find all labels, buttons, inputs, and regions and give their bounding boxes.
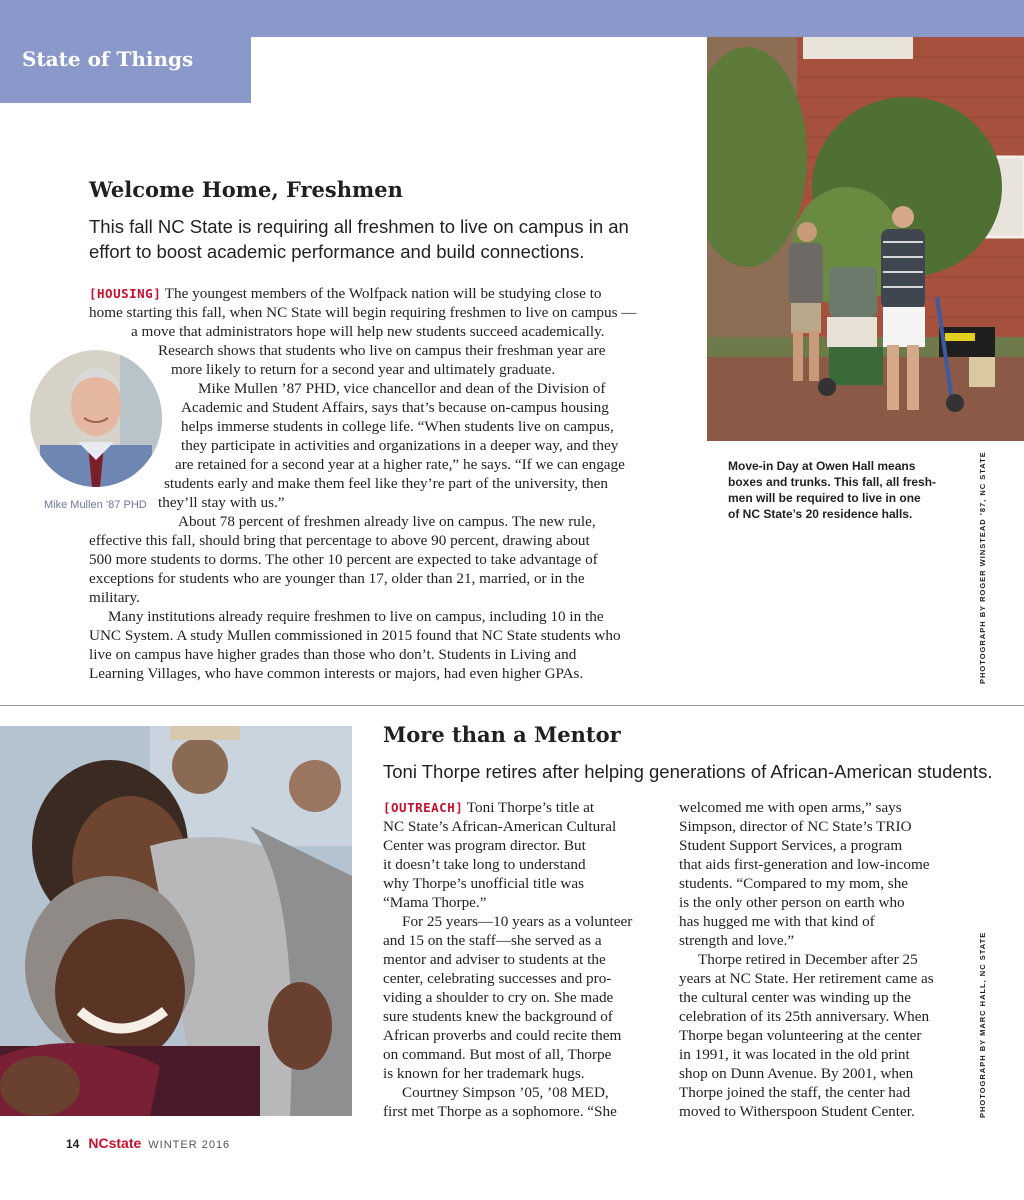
body-line: a move that administrators hope will help new students succeed academically. — [131, 323, 605, 340]
photo-caption-line: men will be required to live in one — [728, 491, 921, 505]
thorpe-hug-photo — [0, 726, 352, 1116]
body-line: Many institutions already require freshmen to live on campus, including 10 in the — [108, 608, 604, 625]
article2-kicker: [OUTREACH] — [383, 800, 464, 815]
body-line: About 78 percent of freshmen already live on campus. The new rule, — [178, 513, 596, 530]
body-line: students. “Compared to my mom, she — [679, 875, 909, 892]
body-line: the cultural center was winding up the — [679, 989, 911, 1006]
article2-deck: Toni Thorpe retires after helping generations of African-American students. — [383, 761, 993, 782]
body-line: Mike Mullen ’87 PHD, vice chancellor and dean of the Division of — [198, 380, 606, 397]
section-tab — [0, 37, 251, 103]
body-line: Academic and Student Affairs, says that’s because on-campus housing — [181, 399, 609, 416]
body-line: “Mama Thorpe.” — [383, 894, 487, 911]
body-line: home starting this fall, when NC State will begin requiring freshmen to live on campus — — [89, 304, 637, 321]
body-line: sure students knew the background of — [383, 1008, 613, 1025]
body-line: in 1991, it was located in the old print — [679, 1046, 910, 1063]
photo-credit-1: PHOTOGRAPH BY ROGER WINSTEAD ’87, NC STATE — [978, 451, 987, 684]
body-line: effective this fall, should bring that percentage to above 90 percent, drawing about — [89, 532, 590, 549]
move-in-photo — [707, 37, 1024, 441]
portrait-caption: Mike Mullen ’87 PHD — [44, 499, 147, 511]
article1-kicker: [HOUSING] — [89, 286, 162, 301]
mike-mullen-portrait — [30, 350, 162, 487]
body-line: is known for her trademark hugs. — [383, 1065, 585, 1082]
body-line: 500 more students to dorms. The other 10 percent are expected to take advantage of — [89, 551, 598, 568]
body-line: shop on Dunn Avenue. By 2001, when — [679, 1065, 914, 1082]
body-line: helps immerse students in college life. “When students live on campus, — [181, 418, 614, 435]
body-line: on command. But most of all, Thorpe — [383, 1046, 612, 1063]
body-line: military. — [89, 589, 140, 606]
body-line: why Thorpe’s unofficial title was — [383, 875, 585, 892]
body-line: live on campus have higher grades than those who don’t. Students in Living and — [89, 646, 577, 663]
body-line: mentor and adviser to students at the — [383, 951, 606, 968]
body-line: Center was program director. But — [383, 837, 586, 854]
body-line: Simpson, director of NC State’s TRIO — [679, 818, 912, 835]
body-line: UNC System. A study Mullen commissioned in 2015 found that NC State students who — [89, 627, 621, 644]
body-line: center, celebrating successes and pro- — [383, 970, 612, 987]
photo-caption-line: boxes and trunks. This fall, all fresh- — [728, 475, 937, 489]
body-line: has hugged me with that kind of — [679, 913, 875, 930]
body-line: Learning Villages, who have common interests or majors, had even higher GPAs. — [89, 665, 584, 682]
photo-caption-line: of NC State’s 20 residence halls. — [728, 507, 913, 521]
header-bar — [0, 0, 1024, 37]
body-line: celebration of its 25th anniversary. When — [679, 1008, 930, 1025]
body-line: is the only other person on earth who — [679, 894, 905, 911]
photo-credit-2: PHOTOGRAPH BY MARC HALL, NC STATE — [978, 931, 987, 1118]
issue-label: WINTER 2016 — [148, 1139, 231, 1151]
body-line: welcomed me with open arms,” says — [679, 799, 902, 816]
article2-headline: More than a Mentor — [383, 722, 621, 747]
body-line: African proverbs and could recite them — [383, 1027, 622, 1044]
body-line: Courtney Simpson ’05, ’08 MED, — [402, 1084, 609, 1101]
body-line: more likely to return for a second year and ultimately graduate. — [171, 361, 556, 378]
article1-headline: Welcome Home, Freshmen — [89, 177, 403, 202]
body-line: Research shows that students who live on campus their freshman year are — [158, 342, 606, 359]
body-line: strength and love.” — [679, 932, 795, 949]
body-line: exceptions for students who are younger than 17, older than 21, married, or in the — [89, 570, 585, 587]
body-line: Thorpe retired in December after 25 — [698, 951, 918, 968]
body-line: viding a shoulder to cry on. She made — [383, 989, 614, 1006]
article1-deck: This fall NC State is requiring all freshmen to live on campus in an effort to boost academic performance and build connections. — [89, 216, 629, 262]
ncstate-logo: NCstate — [88, 1135, 142, 1151]
page-number: 14 — [66, 1137, 80, 1151]
section-divider — [0, 705, 1024, 706]
body-line: it doesn’t take long to understand — [383, 856, 586, 873]
body-line: Thorpe began volunteering at the center — [679, 1027, 922, 1044]
body-line: first met Thorpe as a sophomore. “She — [383, 1103, 617, 1120]
body-line: Student Support Services, a program — [679, 837, 903, 854]
body-line: For 25 years—10 years as a volunteer — [402, 913, 633, 930]
body-line: they participate in activities and organizations in a deeper way, and they — [181, 437, 619, 454]
body-line: moved to Witherspoon Student Center. — [679, 1103, 915, 1120]
section-title: State of Things — [22, 47, 194, 71]
body-line: years at NC State. Her retirement came as — [679, 970, 934, 987]
photo-caption-line: Move-in Day at Owen Hall means — [728, 459, 916, 473]
body-line: students early and make them feel like they’re part of the university, then — [164, 475, 608, 492]
body-line: that aids first-generation and low-income — [679, 856, 930, 873]
body-line: [OUTREACH] Toni Thorpe’s title at — [383, 799, 595, 816]
body-line: they’ll stay with us.” — [158, 494, 285, 511]
page-footer — [66, 1135, 230, 1152]
body-line: NC State’s African-American Cultural — [383, 818, 617, 835]
body-line: [HOUSING] The youngest members of the Wolfpack nation will be studying close to — [89, 285, 602, 302]
body-line: are retained for a second year at a higher rate,” he says. “If we can engage — [175, 456, 625, 473]
body-line: and 15 on the staff—she served as a — [383, 932, 602, 949]
body-line: Thorpe joined the staff, the center had — [679, 1084, 911, 1101]
